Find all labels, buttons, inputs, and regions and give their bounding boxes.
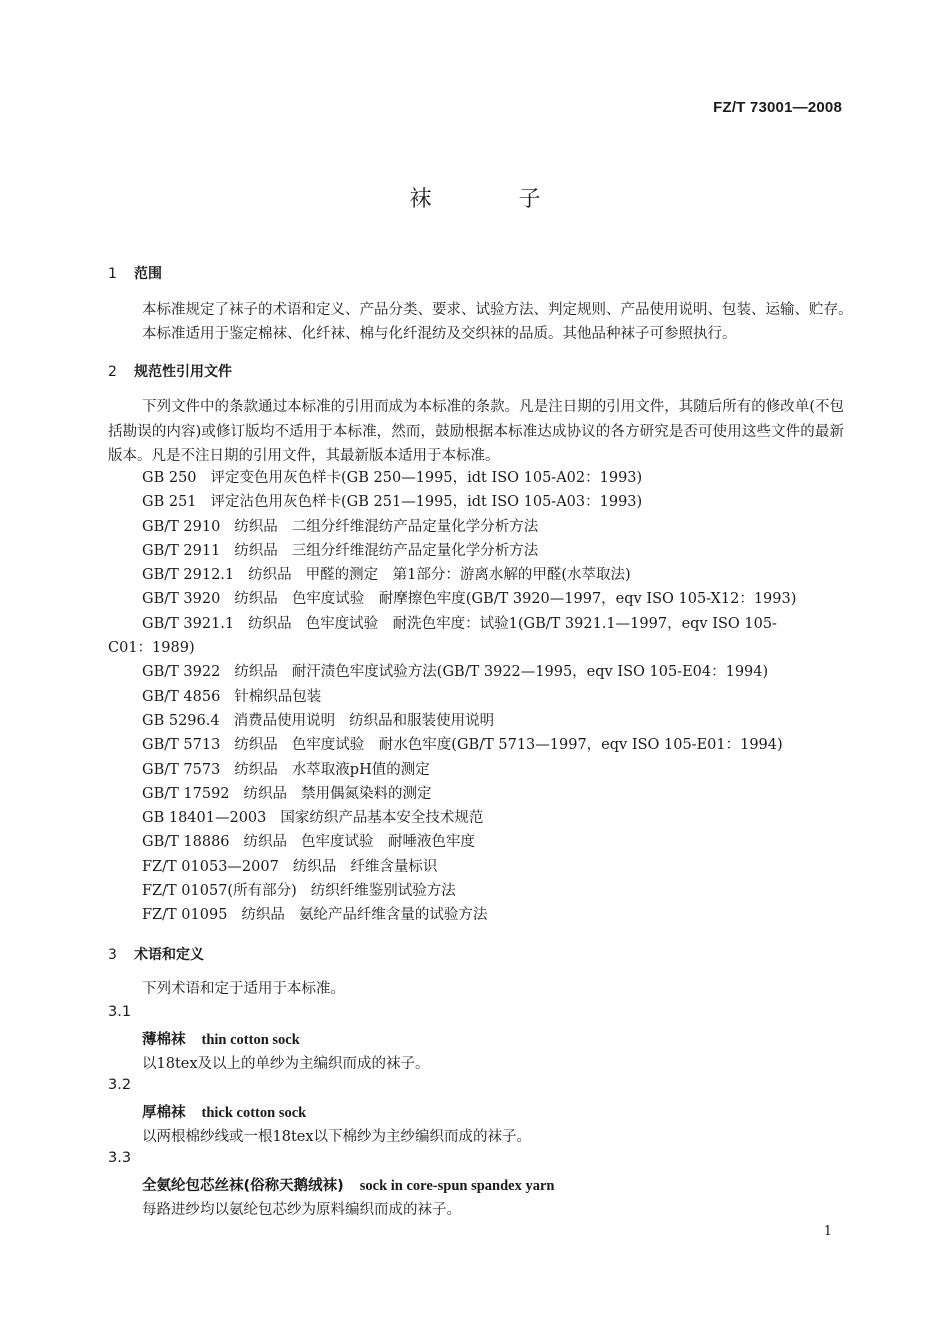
reference-rest: 色牢度试验 耐摩擦色牢度(GB/T 3920—1997，eqv ISO 105-X12：1993) (291, 591, 797, 608)
section-title: 范围 (134, 266, 162, 282)
standard-number: FZ/T 73001—2008 (713, 99, 842, 116)
reference-code: FZ/T 01095 (142, 907, 228, 924)
section-2-heading (108, 361, 232, 381)
reference-code: GB 250 (142, 470, 197, 486)
section-title: 术语和定义 (134, 947, 204, 963)
reference-item (142, 539, 796, 563)
reference-name: 纺织品 (292, 858, 337, 875)
reference-rest: 甲醛的测定 第1部分：游离水解的甲醛(水萃取法) (305, 567, 631, 584)
term-chinese: 全氨纶包芯丝袜(俗称天鹅绒袜) (142, 1178, 344, 1194)
term-number: 3.3 (108, 1150, 132, 1166)
term-chinese: 薄棉袜 (142, 1032, 186, 1048)
reference-name: 纺织纤维鉴别试验方法 (310, 883, 456, 900)
reference-code: GB/T 4856 (142, 688, 221, 705)
reference-item (142, 612, 796, 636)
term-number: 3.2 (108, 1077, 132, 1093)
scope-paragraph-2: 本标准适用于鉴定棉袜、化纤袜、棉与化纤混纺及交织袜的品质。其他品种袜子可参照执行。 (142, 326, 737, 342)
reference-code: GB 251 (142, 494, 197, 511)
document-title: 袜 子 (409, 187, 581, 212)
reference-name: 消费品使用说明 (233, 712, 336, 729)
reference-rest: 水萃取液pH值的测定 (291, 761, 430, 778)
reference-name: 纺织品 (248, 615, 292, 632)
section-number: 2 (108, 364, 117, 380)
reference-name: 纺织品 (234, 737, 278, 754)
reference-code: GB/T 2911 (142, 542, 221, 559)
section-title: 规范性引用文件 (134, 364, 232, 380)
reference-code: FZ/T 01053—2007 (142, 858, 279, 875)
reference-item (142, 563, 796, 587)
reference-rest: 耐汗渍色牢度试验方法(GB/T 3922—1995，eqv ISO 105-E04：1994) (291, 664, 769, 681)
reference-rest: 禁用偶氮染料的测定 (301, 785, 432, 802)
section-3-heading (108, 944, 204, 964)
scope-paragraph-1: 本标准规定了袜子的术语和定义、产品分类、要求、试验方法、判定规则、产品使用说明、包装、运输、贮存。 (142, 302, 853, 318)
reference-rest: 二组分纤维混纺产品定量化学分析方法 (291, 518, 539, 535)
reference-item (142, 466, 796, 490)
reference-name: 纺织品 (234, 761, 278, 778)
reference-name: 针棉织品包装 (234, 688, 322, 705)
section-number: 1 (108, 266, 117, 282)
reference-name: 纺织品 (241, 907, 285, 924)
reference-code: GB/T 3922 (142, 664, 221, 681)
reference-rest: 色牢度试验 耐唾液色牢度 (301, 834, 476, 851)
term-chinese: 厚棉袜 (142, 1105, 186, 1121)
reference-item (142, 587, 796, 611)
term-english: sock in core-spun spandex yarn (359, 1178, 555, 1194)
reference-rest: 色牢度试验 耐洗色牢度：试验1(GB/T 3921.1—1997，eqv ISO 105- (305, 615, 777, 632)
term-heading (142, 1101, 306, 1122)
reference-name: 纺织品 (243, 785, 288, 802)
reference-rest: C01：1989) (108, 640, 195, 657)
reference-name: 纺织品 (243, 834, 288, 851)
reference-name: 纺织品 (234, 591, 278, 608)
term-english: thin cotton sock (201, 1032, 300, 1048)
reference-item (142, 490, 796, 514)
reference-item (142, 515, 796, 539)
section-number: 3 (108, 947, 117, 963)
reference-item (142, 733, 796, 757)
page-number: 1 (823, 1224, 832, 1239)
reference-code: FZ/T 01057(所有部分) (142, 883, 297, 900)
reference-code: GB/T 17592 (142, 785, 230, 802)
reference-item (142, 903, 796, 927)
reference-item-continued (108, 636, 796, 660)
reference-rest: 三组分纤维混纺产品定量化学分析方法 (291, 542, 539, 559)
reference-code: GB/T 3921.1 (142, 615, 235, 632)
term-definition: 每路进纱均以氨纶包芯纱为原料编织而成的袜子。 (142, 1202, 461, 1218)
term-english: thick cotton sock (201, 1105, 307, 1121)
reference-rest: 纤维含量标识 (350, 858, 438, 875)
reference-code: GB/T 2910 (142, 518, 221, 535)
terms-intro: 下列术语和定于适用于本标准。 (142, 981, 345, 997)
normative-references-intro: 下列文件中的条款通过本标准的引用而成为本标准的条款。凡是注日期的引用文件，其随后所有的修改单(不包括勘误的内容)或修订版均不适用于本标准，然而，鼓励根据本标准达成协议的各方研究是否可使用这些文件的最新版本。凡是不注日期的引用文件，其最新版本适用于本标准。 (108, 399, 844, 464)
reference-item (142, 758, 796, 782)
reference-list (108, 466, 797, 928)
section-1-heading (108, 263, 162, 283)
reference-item (142, 685, 796, 709)
reference-rest: 色牢度试验 耐水色牢度(GB/T 5713—1997，eqv ISO 105-E01：1994) (291, 737, 783, 754)
reference-item (142, 709, 796, 733)
reference-code: GB/T 3920 (142, 591, 221, 608)
reference-code: GB/T 7573 (142, 761, 221, 778)
reference-name: 纺织品 (234, 664, 278, 681)
term-definition: 以18tex及以上的单纱为主编织而成的袜子。 (142, 1056, 430, 1072)
reference-code: GB/T 18886 (142, 834, 230, 851)
term-heading (142, 1028, 300, 1049)
reference-item (142, 830, 796, 854)
reference-name: 评定变色用灰色样卡(GB 250—1995，idt ISO 105-A02：1993) (210, 470, 643, 486)
reference-item (142, 660, 796, 684)
reference-item (142, 782, 796, 806)
reference-item (142, 855, 796, 879)
reference-name: 国家纺织产品基本安全技术规范 (280, 810, 484, 827)
term-heading (142, 1174, 554, 1195)
reference-rest: 纺织品和服装使用说明 (349, 712, 495, 729)
reference-item (142, 806, 796, 830)
reference-code: GB 5296.4 (142, 712, 220, 729)
reference-name: 纺织品 (234, 518, 278, 535)
reference-name: 评定沾色用灰色样卡(GB 251—1995，idt ISO 105-A03：1993) (210, 494, 643, 511)
reference-rest: 氨纶产品纤维含量的试验方法 (298, 907, 488, 924)
term-number: 3.1 (108, 1004, 132, 1020)
term-definition: 以两根棉纱线或一根18tex以下棉纱为主纱编织而成的袜子。 (142, 1129, 532, 1145)
reference-name: 纺织品 (234, 542, 278, 559)
reference-item (142, 879, 796, 903)
reference-code: GB/T 2912.1 (142, 567, 235, 584)
reference-name: 纺织品 (248, 567, 292, 584)
reference-code: GB 18401—2003 (142, 810, 267, 827)
reference-code: GB/T 5713 (142, 737, 221, 754)
